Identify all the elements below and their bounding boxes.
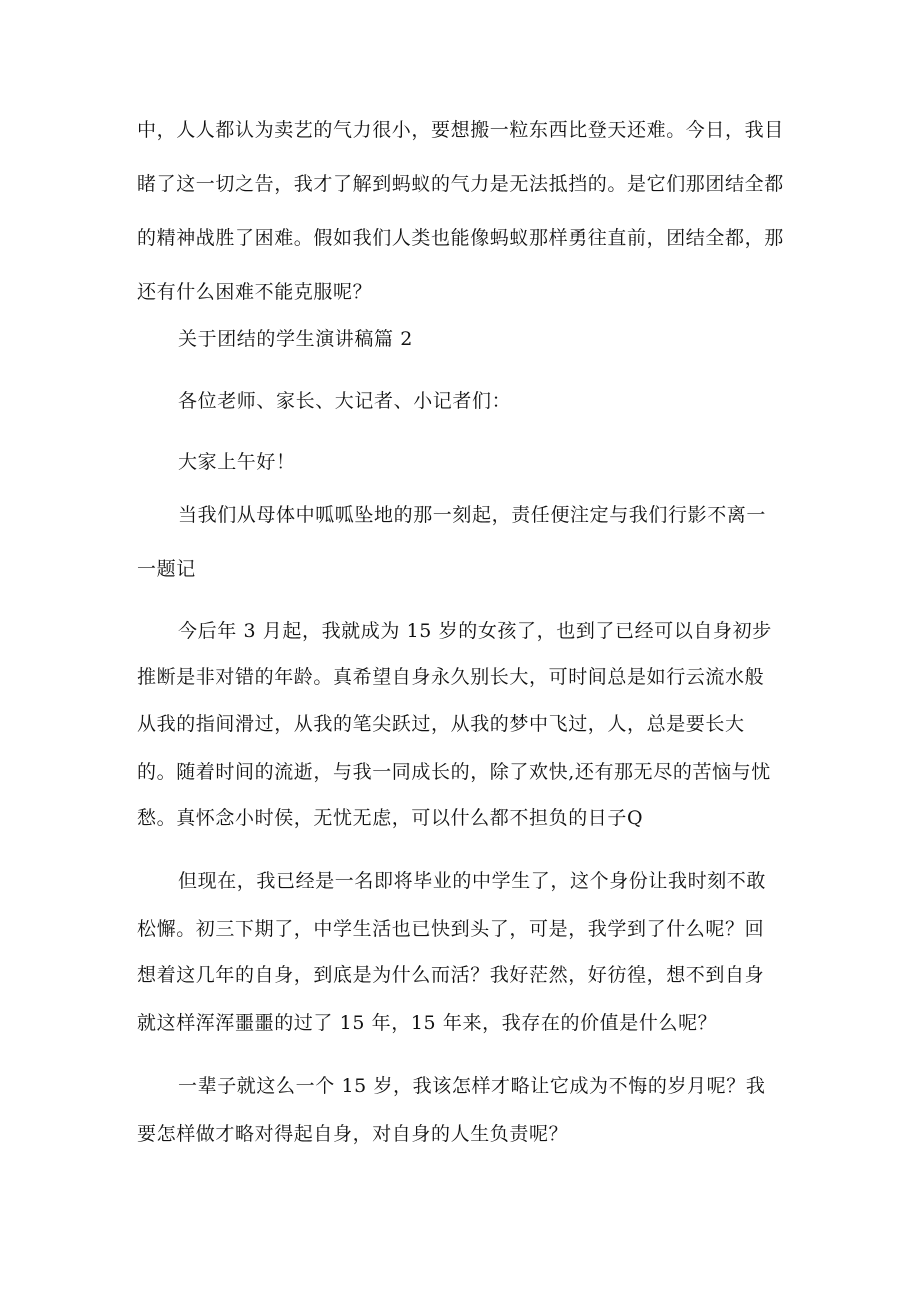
paragraph-line: 就这样浑浑噩噩的过了 15 年，15 年来，我存在的价值是什么呢？ <box>137 1012 718 1034</box>
paragraph-line: 想着这几年的自身，到底是为什么而活？我好茫然，好彷徨，想不到自身 <box>137 964 765 986</box>
salutation: 各位老师、家长、大记者、小记者们： <box>178 390 512 412</box>
paragraph-line: 一辈子就这么一个 15 岁，我该怎样才略让它成为不悔的岁月呢？我 <box>178 1075 766 1097</box>
paragraph-line: 从我的指间滑过，从我的笔尖跃过，从我的梦中飞过，人，总是要长大 <box>137 713 745 735</box>
paragraph-line: 中，人人都认为卖艺的气力很小，要想搬一粒东西比登天还难。今日，我目 <box>137 119 784 141</box>
paragraph-line: 一题记 <box>137 558 196 580</box>
paragraph-line: 今后年 3 月起，我就成为 15 岁的女孩了，也到了已经可以自身初步 <box>178 620 772 642</box>
paragraph-line: 睹了这一切之告，我才了解到蚂蚁的气力是无法抵挡的。是它们那团结全都 <box>137 173 784 195</box>
paragraph-line: 愁。真怀念小时侯，无忧无虑，可以什么都不担负的日子Q <box>137 807 644 829</box>
paragraph-line: 还有什么困难不能克服呢？ <box>137 281 373 303</box>
paragraph-line: 推断是非对错的年龄。真希望自身永久别长大，可时间总是如行云流水般 <box>137 666 765 688</box>
paragraph-line: 的。随着时间的流逝，与我一同成长的，除了欢快,还有那无尽的苦恼与忧 <box>137 761 771 783</box>
paragraph-line: 当我们从母体中呱呱坠地的那一刻起，责任便注定与我们行影不离一 <box>178 504 767 526</box>
paragraph-line: 松懈。初三下期了，中学生活也已快到头了，可是，我学到了什么呢？回 <box>137 918 765 940</box>
paragraph-line: 要怎样做才略对得起自身，对自身的人生负责呢？ <box>137 1123 569 1145</box>
paragraph-line: 的精神战胜了困难。假如我们人类也能像蚂蚁那样勇往直前，团结全都，那 <box>137 227 784 249</box>
section-heading: 关于团结的学生演讲稿篇 2 <box>178 328 413 350</box>
greeting: 大家上午好！ <box>178 451 296 473</box>
paragraph-line: 但现在，我已经是一名即将毕业的中学生了，这个身份让我时刻不敢 <box>178 870 767 892</box>
